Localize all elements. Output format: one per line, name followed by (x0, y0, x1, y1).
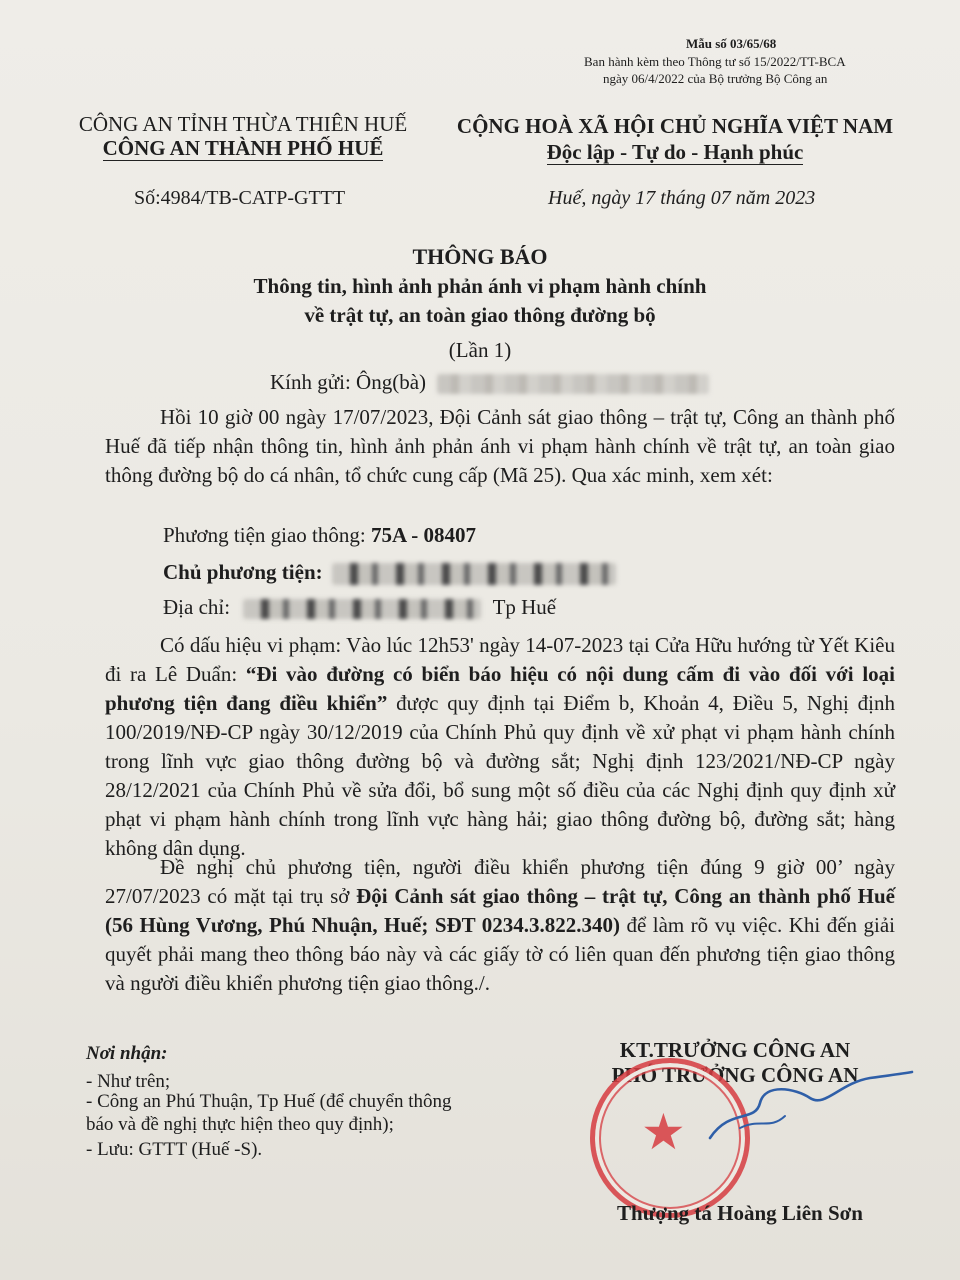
recipient-line: Kính gửi: Ông(bà) (270, 370, 709, 395)
recipients-item-1: - Như trên; (86, 1071, 171, 1092)
request-paragraph: Đề nghị chủ phương tiện, người điều khiển phương tiện đúng 9 giờ 00’ ngày 27/07/2023 có mặt tại trụ sở Đội Cảnh sát giao thông – trật tự, Công an thành phố Huế (56 Hùng Vương, Phú Nhuận, Huế; SĐT 0234.3.822.340) để làm rõ vụ việc. Khi đến giải quyết phải mang theo thông báo này và các giấy tờ có liên quan đến phương tiện giao thông và người điều khiển phương tiện giao thông./. (105, 855, 895, 995)
redacted-owner-name (332, 563, 616, 585)
star-emblem-icon: ★ (641, 1103, 686, 1161)
intro-paragraph: Hồi 10 giờ 00 ngày 17/07/2023, Đội Cảnh sát giao thông – trật tự, Công an thành phố Huế đã tiếp nhận thông tin, hình ảnh phản ánh vi phạm hành chính về trật tự, an toàn giao thông đường bộ do cá nhân, tổ chức cung cấp (Mã 25). Qua xác minh, xem xét: (105, 405, 895, 487)
signature-title-1: KT.TRƯỞNG CÔNG AN (619, 1038, 851, 1062)
violation-paragraph: Có dấu hiệu vi phạm: Vào lúc 12h53' ngày 14-07-2023 tại Cửa Hữu hướng từ Yết Kiêu đi ra Lê Duẩn: “Đi vào đường có biển báo hiệu có nội dung cấm đi vào đối với loại phương tiện đang điều khiển” được quy định tại Điểm b, Khoản 4, Điều 5, Nghị định 100/2019/NĐ-CP ngày 30/12/2019 của Chính Phủ quy định về xử phạt vi phạm hành chính trong lĩnh vực giao thông đường bộ và đường sắt; Nghị định 123/2021/NĐ-CP ngày 28/12/2021 của Chính Phủ về sửa đổi, bổ sung một số điều của các Nghị định quy định xử phạt vi phạm hành chính trong lĩnh vực hàng hải; giao thông đường bộ, đường sắt; hàng không dân dụng. (105, 633, 895, 860)
handwritten-signature (700, 1068, 920, 1158)
signer-name: Thượng tá Hoàng Liên Sơn (617, 1201, 863, 1225)
vehicle-plate: 75A - 08407 (370, 523, 476, 547)
document-title: THÔNG BÁO (412, 244, 548, 269)
form-issued-line2: ngày 06/4/2022 của Bộ trưởng Bộ Công an (603, 71, 828, 86)
document-subtitle-1: Thông tin, hình ảnh phản ánh vi phạm hành chính (253, 274, 707, 298)
redacted-address (243, 599, 481, 619)
address-line: Địa chỉ: Tp Huế (163, 595, 557, 619)
recipients-item-2a: - Công an Phú Thuận, Tp Huế (để chuyển thông (86, 1091, 452, 1112)
recipients-item-2b: báo và đề nghị thực hiện theo quy định); (86, 1114, 394, 1135)
agency-parent: CÔNG AN TỈNH THỪA THIÊN HUẾ (78, 112, 408, 136)
document-number: Số:4984/TB-CATP-GTTT (134, 187, 346, 209)
date-place: Huế, ngày 17 tháng 07 năm 2023 (548, 187, 816, 209)
redacted-recipient-name (437, 374, 709, 394)
vehicle-line: Phương tiện giao thông: 75A - 08407 (163, 523, 476, 547)
signature-title-2: PHÓ TRƯỞNG CÔNG AN (611, 1063, 859, 1087)
document-subtitle-2: về trật tự, an toàn giao thông đường bộ (304, 303, 656, 327)
recipients-item-3: - Lưu: GTTT (Huế -S). (86, 1139, 263, 1160)
document-round: (Lần 1) (448, 338, 512, 362)
form-issued-line1: Ban hành kèm theo Thông tư số 15/2022/TT-BCA (584, 54, 846, 69)
nation-motto: Độc lập - Tự do - Hạnh phúc (546, 140, 804, 164)
form-number: Mẫu số 03/65/68 (686, 36, 777, 51)
recipients-title: Nơi nhận: (86, 1043, 168, 1064)
agency-name: CÔNG AN THÀNH PHỐ HUẾ (102, 136, 384, 160)
owner-line: Chủ phương tiện: (163, 560, 616, 585)
nation-name: CỘNG HOÀ XÃ HỘI CHỦ NGHĨA VIỆT NAM (456, 114, 894, 138)
